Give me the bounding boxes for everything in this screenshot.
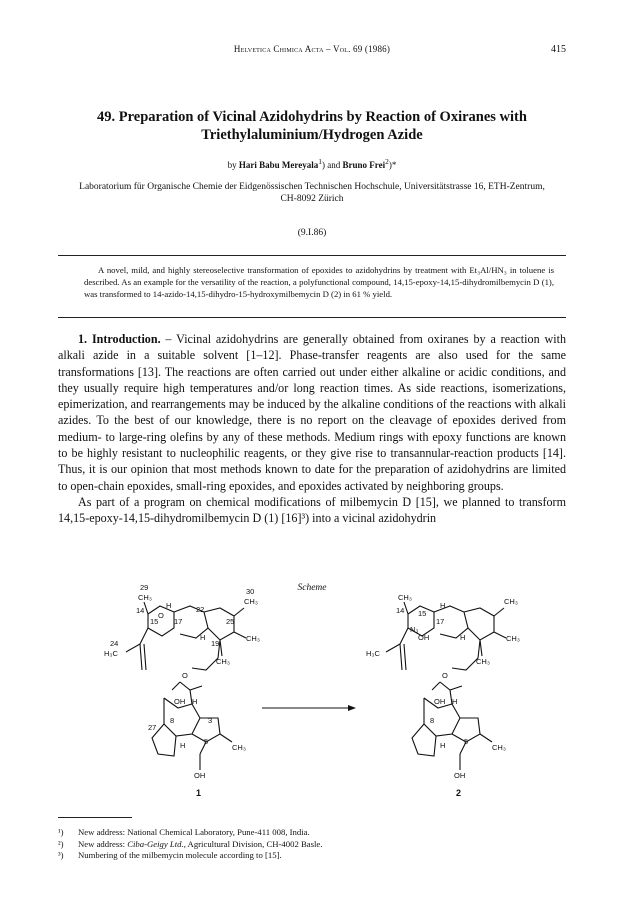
footnote-rule [58,817,132,818]
atom-label: H [440,601,446,610]
atom-label: O [182,671,188,680]
footnote-text: New address: National Chemical Laboratory, Pune-411 008, India. [78,827,310,837]
authors-join: and [327,160,341,170]
atom-label: 14 [396,606,405,615]
atom-label: H₃C [366,649,380,658]
intro-text-1: – Vicinal azidohydrins are generally obtained from oxiranes by a reaction with alkali azide in a suitable solvent [1–12]. Phase-transfer reagents are also used for the same transformations [13]. The reactions are often carried out under either alkaline or acidic conditions, and they usually require high temperatures and/or long reaction times. As side reactions, isomerizations, epimerization, and rearrangements may be induced by the alkaline conditions of the reactions with alkali azides. To the best of our knowledge, there is no report on the cleavage of epoxides derived from medium- to large-ring olefins by any of these methods. Medium rings with epoxy functions are known to be highly resistant to nucleophilic reagents, or they give rise to transannular-reaction products [14]. Thus, it is our opinion that most methods known to date for the preparation of azidohydrins are limited to open-chain epoxides, small-ring epoxides, and epoxides activated by neighboring groups. [58,332,566,493]
atom-label: CH₃ [398,593,412,602]
page-number: 415 [551,44,566,55]
received-date: (9.I.86) [297,228,327,238]
atom-label: 14 [136,606,145,615]
author-1: Hari Babu Mereyala [238,160,319,170]
structure-2-labels [366,593,520,798]
atom-label: CH₃ [246,634,260,643]
atom-label: OH [194,771,206,780]
footnote-text: Numbering of the milbemycin molecule according to [15]. [78,850,282,860]
authors-prefix: by [227,160,237,170]
footnote-company: Ciba-Geigy Ltd. [127,838,184,849]
reaction-arrowhead [348,705,356,711]
author-2-footnote: 2 [385,157,389,166]
atom-label: CH₃ [216,657,230,666]
atom-label: 25 [226,617,235,626]
corresponding-star: * [391,160,397,170]
footnote-text-post: , Agricultural Division, CH-4002 Basle. [183,838,323,849]
structure-1-labels [104,583,260,798]
atom-label: 29 [140,583,149,592]
atom-label: H [166,601,172,610]
atom-label: H [200,633,206,642]
atom-label: 8 [430,716,435,725]
atom-label: H [440,741,446,750]
footnote-2 [58,839,498,851]
atom-label: H [180,741,186,750]
reaction-scheme [100,578,540,814]
affiliation: Laboratorium für Organische Chemie der Eidgenössischen Technischen Hochschule, Universitätstrasse 16, ETH-Zentrum, CH-8092 Zürich [79,182,545,204]
atom-label: 24 [110,639,119,648]
atom-label: OH [418,633,430,642]
atom-label: 17 [174,617,183,626]
atom-label: 22 [196,605,205,614]
footnote-text-pre: New address: [78,838,128,849]
footnote-3 [58,850,498,862]
atom-label: O [158,611,164,620]
footnote-text [78,839,322,851]
atom-label: 3 [208,716,213,725]
running-header [0,44,624,54]
atom-label: 15 [418,609,427,618]
author-1-footnote: 1 [318,157,322,166]
atom-label: 15 [150,617,159,626]
azide-label: N₃ [410,625,419,634]
structure-1 [126,602,246,770]
atom-label: CH₃ [232,743,246,752]
atom-label: 17 [436,617,445,626]
footnote-1 [58,827,498,839]
atom-label: H₃C [104,649,118,658]
atom-label: CH₃ [492,743,506,752]
atom-label: CH₃ [244,597,258,606]
abstract-top-rule [58,255,566,256]
compound-2-number: 2 [456,788,462,798]
atom-label: CH₃ [504,597,518,606]
abstract: A novel, mild, and highly stereoselective transformation of epoxides to azidohydrins by treatment with Et₃Al/HN₃ in toluene is described. As an example for the versatility of the reaction, a polyfunctional compound, 14,15-epoxy-14,15-dihydromilbemycin D (1), was transformed to 14-azido-14,15-dihydro-15-hydroxymilbemycin D (2) in 61 % yield. [84,265,554,299]
atom-label: 8 [170,716,175,725]
atom-label: OH [434,697,446,706]
atom-label: 19 [211,639,220,648]
atom-label: 27 [148,723,157,732]
atom-label: CH₃ [506,634,520,643]
journal-name: Helvetica Chimica Acta – Vol. 69 (1986) [233,44,391,54]
atom-label: 30 [246,587,255,596]
atom-label: H [192,697,198,706]
atom-label: OH [174,697,186,706]
atom-label: OH [454,771,466,780]
atom-label: CH₃ [138,593,152,602]
section-heading: 1. Introduction. [78,332,161,346]
authors-line: by Hari Babu Mereyala$^1$) and Bruno Frei$^2$)* [227,157,397,170]
intro-paragraph-2: As part of a program on chemical modifications of milbemycin D [15], we planned to transform 14,15-epoxy-14,15-dihydromilbemycin D (1) [16]³) into a vicinal azidohydrin [58,494,566,526]
atom-label: 5 [464,737,469,746]
atom-label: 5 [204,737,209,746]
atom-label: H [452,697,458,706]
atom-label: CH₃ [476,657,490,666]
intro-paragraph-1 [58,331,566,494]
structure-2 [386,602,506,770]
footnote-mark: ²) [58,838,64,849]
footnote-mark: ³) [58,850,64,860]
author-2: Bruno Frei [342,160,386,170]
atom-label: H [460,633,466,642]
main-text [58,331,566,527]
footnotes [58,827,498,862]
scheme-label: Scheme [297,583,327,593]
atom-label: O [442,671,448,680]
abstract-bottom-rule [58,317,566,318]
footnote-mark: ¹) [58,827,64,837]
article-title: 49. Preparation of Vicinal Azidohydrins by Reaction of Oxiranes with Triethylaluminium/Hydrogen Azide [97,109,527,143]
compound-1-number: 1 [196,788,202,798]
